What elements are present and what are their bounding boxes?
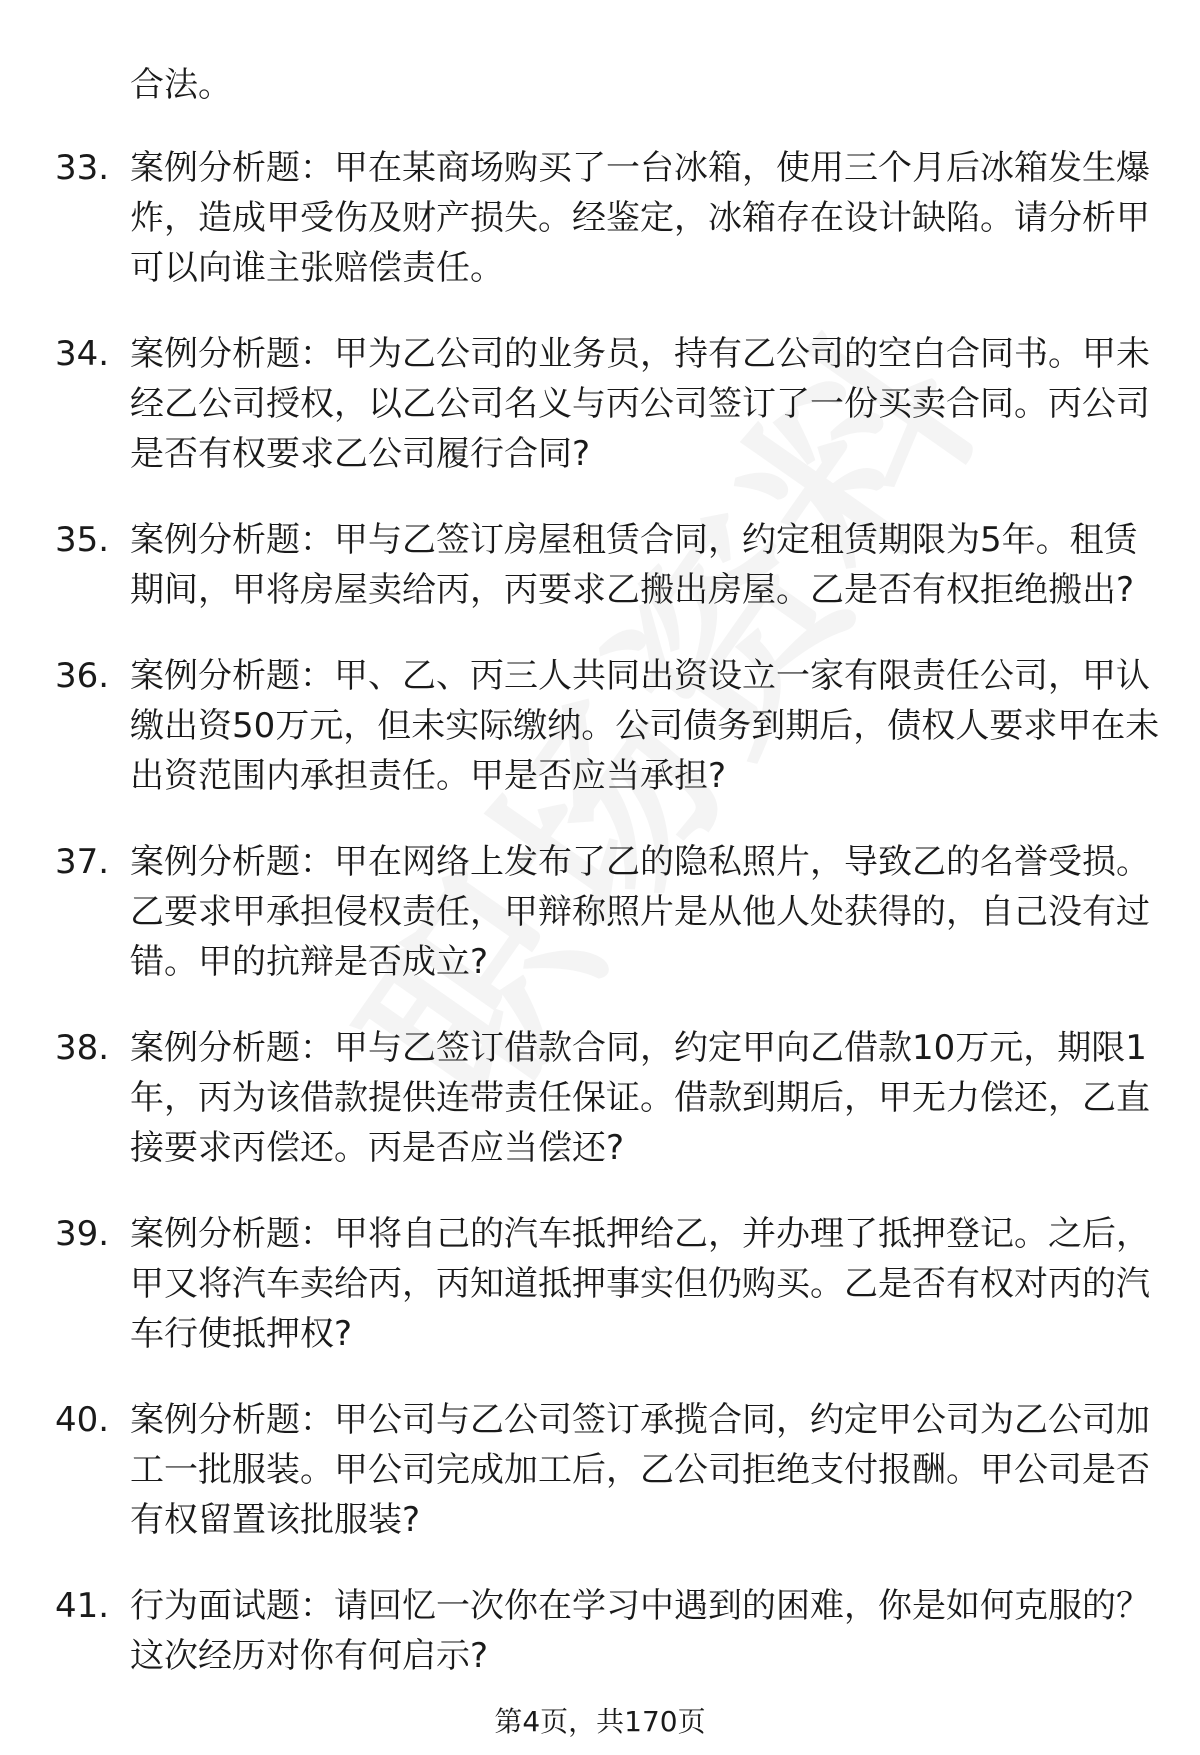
question-number: 38. <box>55 1028 110 1068</box>
question-item <box>0 329 1200 479</box>
question-number: 35. <box>55 520 110 560</box>
question-item <box>0 837 1200 987</box>
question-text: 案例分析题：甲将自己的汽车抵押给乙，并办理了抵押登记。之后，甲又将汽车卖给丙，丙知道抵押事实但仍购买。乙是否有权对丙的汽车行使抵押权? <box>130 1214 1150 1354</box>
question-item <box>0 515 1200 615</box>
question-text: 案例分析题：甲在网络上发布了乙的隐私照片，导致乙的名誉受损。乙要求甲承担侵权责任，甲辩称照片是从他人处获得的，自己没有过错。甲的抗辩是否成立? <box>130 842 1150 982</box>
question-number: 41. <box>55 1586 110 1626</box>
question-list <box>0 143 1200 1717</box>
question-number: 37. <box>55 842 110 882</box>
question-text: 行为面试题：请回忆一次你在学习中遇到的困难，你是如何克服的？这次经历对你有何启示? <box>130 1586 1150 1676</box>
question-text: 案例分析题：甲为乙公司的业务员，持有乙公司的空白合同书。甲未经乙公司授权，以乙公司名义与丙公司签订了一份买卖合同。丙公司是否有权要求乙公司履行合同? <box>130 334 1150 474</box>
page-footer: 第4页，共170页 <box>494 1705 706 1738</box>
question-number: 33. <box>55 148 110 188</box>
question-text: 案例分析题：甲在某商场购买了一台冰箱，使用三个月后冰箱发生爆炸，造成甲受伤及财产损失。经鉴定，冰箱存在设计缺陷。请分析甲可以向谁主张赔偿责任。 <box>130 148 1150 288</box>
question-item <box>0 143 1200 293</box>
question-number: 39. <box>55 1214 110 1254</box>
question-item <box>0 1023 1200 1173</box>
question-item <box>0 1395 1200 1545</box>
question-item <box>0 651 1200 801</box>
question-item <box>0 1209 1200 1359</box>
continuation-text: 合法。 <box>130 65 232 105</box>
question-item <box>0 1581 1200 1681</box>
question-number: 40. <box>55 1400 110 1440</box>
question-number: 34. <box>55 334 110 374</box>
question-text: 案例分析题：甲公司与乙公司签订承揽合同，约定甲公司为乙公司加工一批服装。甲公司完成加工后，乙公司拒绝支付报酬。甲公司是否有权留置该批服装? <box>130 1400 1150 1540</box>
question-text: 案例分析题：甲、乙、丙三人共同出资设立一家有限责任公司，甲认缴出资50万元，但未实际缴纳。公司债务到期后，债权人要求甲在未出资范围内承担责任。甲是否应当承担? <box>130 656 1160 796</box>
question-text: 案例分析题：甲与乙签订房屋租赁合同，约定租赁期限为5年。租赁期间，甲将房屋卖给丙，丙要求乙搬出房屋。乙是否有权拒绝搬出? <box>130 520 1138 610</box>
question-number: 36. <box>55 656 110 696</box>
question-text: 案例分析题：甲与乙签订借款合同，约定甲向乙借款10万元，期限1年，丙为该借款提供连带责任保证。借款到期后，甲无力偿还，乙直接要求丙偿还。丙是否应当偿还? <box>130 1028 1150 1168</box>
